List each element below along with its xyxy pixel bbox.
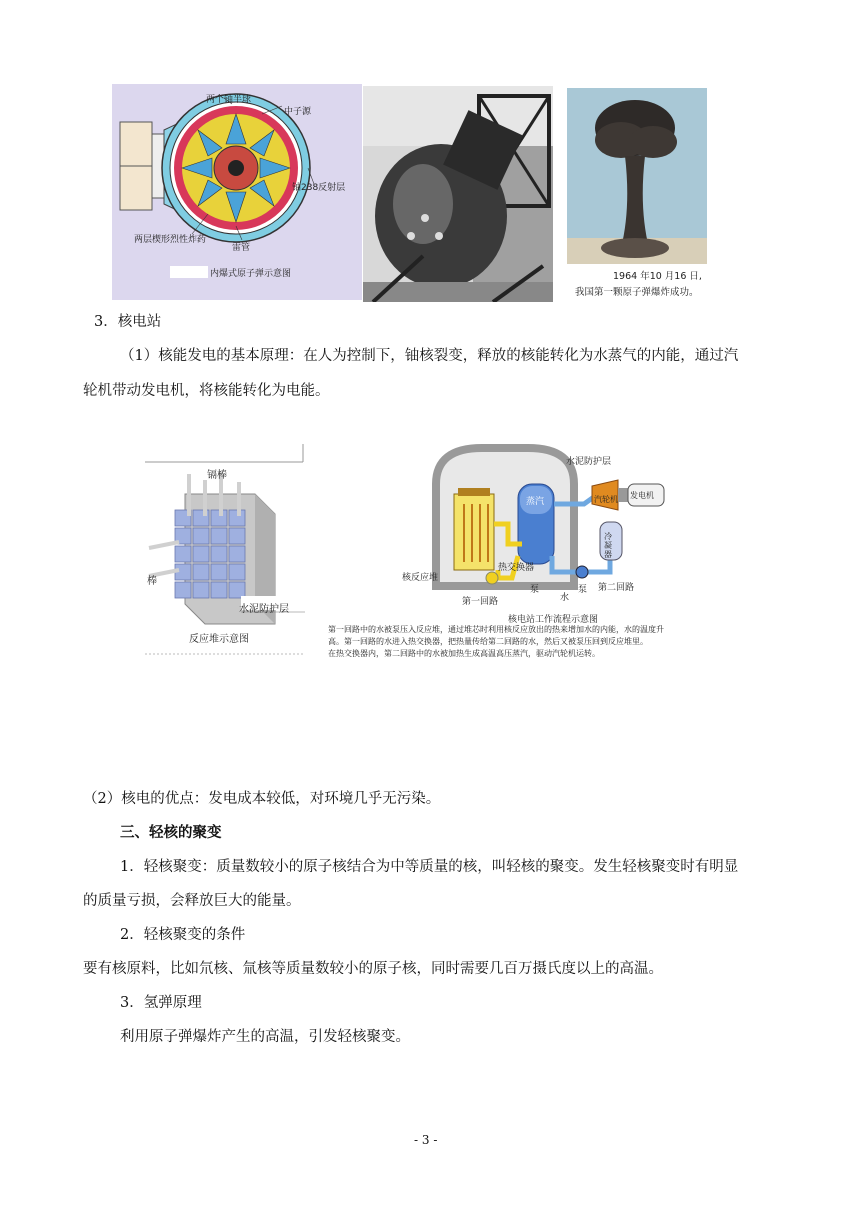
label-steam: 蒸汽 [526, 497, 545, 507]
page-number: - 3 - [414, 1133, 438, 1147]
photo-caption-event: 我国第一颗原子弹爆炸成功。 [575, 287, 699, 298]
atomic-bomb-photo [363, 86, 553, 302]
label-heat-exchanger: 热交换器 [498, 563, 535, 573]
label-explosive: 两层楔形烈性炸药 [134, 235, 207, 245]
hydrogen-bomb-heading: 3．氢弹原理 [120, 995, 202, 1011]
photo-caption-date: 1964 年10 月16 日, [613, 271, 702, 282]
fusion-definition-line-1: 1．轻核聚变：质量数较小的原子核结合为中等质量的核，叫轻核的聚变。发生轻核聚变时有明显 [120, 859, 739, 875]
label-condenser: 冷凝器 [604, 532, 612, 559]
caption-plant-flow: 核电站工作流程示意图 [508, 615, 599, 625]
caption-bomb-diagram: 内爆式原子弹示意图 [210, 269, 292, 279]
heading-light-nuclear-fusion: 三、轻核的聚变 [120, 825, 222, 841]
implosion-bomb-diagram [112, 84, 362, 300]
fusion-conditions-body: 要有核原料，比如氘核、氚核等质量数较小的原子核，同时需要几百万摄氏度以上的高温。 [83, 961, 663, 977]
label-loop-1: 第一回路 [462, 597, 499, 607]
label-pump-2: 泵 [578, 585, 588, 595]
fusion-conditions-heading: 2．轻核聚变的条件 [120, 927, 246, 943]
advantages-paragraph: （2）核电的优点：发电成本较低，对环境几乎无污染。 [83, 791, 441, 807]
label-loop-2: 第二回路 [598, 583, 635, 593]
label-detonator: 雷管 [232, 243, 251, 253]
mushroom-cloud-photo [567, 88, 707, 302]
principle-line-2: 轮机带动发电机，将核能转化为电能。 [83, 383, 330, 399]
label-control-rod: 镉棒 [207, 470, 227, 481]
label-plant-shield: 水泥防护层 [566, 457, 612, 467]
nuclear-plant-flow-diagram [322, 444, 854, 670]
label-generator: 发电机 [630, 491, 654, 500]
label-rod: 棒 [147, 576, 157, 587]
caption-reactor-core: 反应堆示意图 [189, 634, 249, 645]
reactor-core-diagram [145, 444, 307, 664]
label-reflector: 铀238反射层 [292, 183, 346, 193]
label-reactor: 核反应堆 [402, 573, 439, 583]
label-core-shield: 水泥防护层 [239, 604, 289, 615]
section-heading-nuclear-plant: 3．核电站 [94, 314, 162, 330]
principle-line-1: （1）核能发电的基本原理：在人为控制下，铀核裂变，释放的核能转化为水蒸气的内能，通过汽 [120, 348, 739, 364]
atomic-bomb-photo-svg [363, 86, 553, 302]
plant-note-1: 第一回路中的水被泵压入反应堆，通过堆芯时利用核反应放出的热来增加水的内能，水的温度升 [328, 625, 664, 634]
label-water: 水 [560, 593, 570, 603]
label-turbine: 汽轮机 [594, 495, 618, 504]
label-hemispheres: 两个铀半球 [206, 95, 252, 105]
label-neutron-source: 中子源 [284, 107, 312, 117]
label-pump-1: 泵 [530, 585, 540, 595]
plant-note-2: 高。第一回路的水进入热交换器，把热量传给第二回路的水，然后又被泵压回到反应堆里。 [328, 637, 648, 646]
fusion-definition-line-2: 的质量亏损，会释放巨大的能量。 [83, 893, 301, 909]
hydrogen-bomb-body: 利用原子弹爆炸产生的高温，引发轻核聚变。 [120, 1029, 410, 1045]
plant-note-3: 在热交换器内，第二回路中的水被加热生成高温高压蒸汽，驱动汽轮机运转。 [328, 649, 600, 658]
